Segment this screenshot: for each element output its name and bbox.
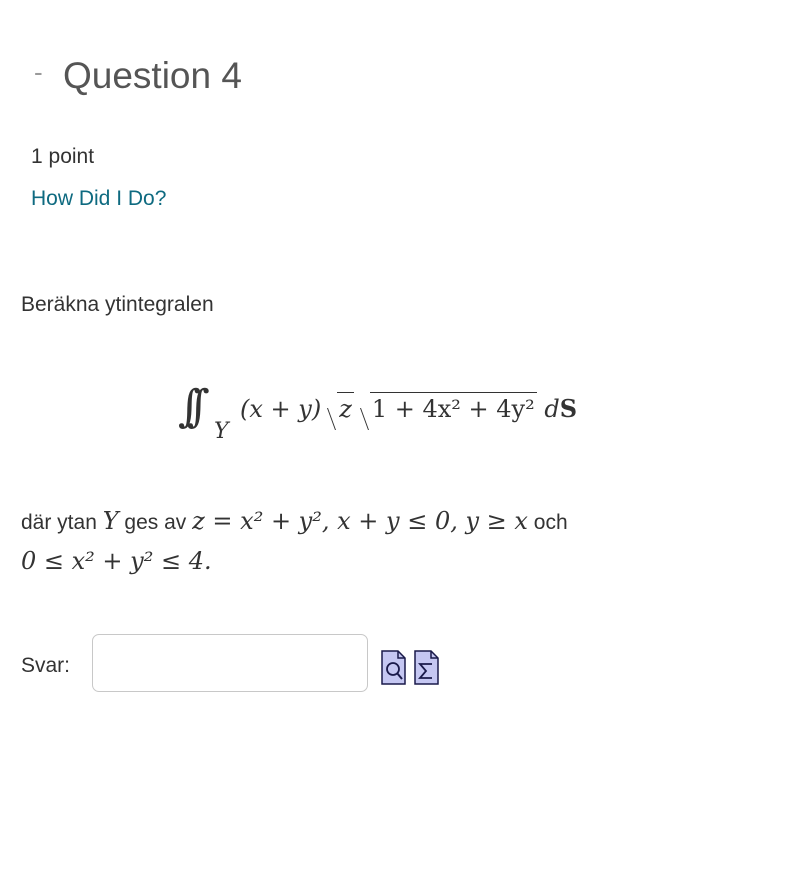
equation-editor-icon[interactable]: [414, 650, 439, 685]
answer-label: Svar:: [21, 654, 71, 677]
condition-mid: ges av: [124, 511, 187, 534]
integral-region: Y: [214, 419, 229, 444]
sqrt-expression: [354, 394, 537, 424]
condition-och: och: [533, 511, 568, 534]
condition-math-2: 0 ≤ x² + y² ≤ 4.: [21, 547, 212, 575]
sqrt-expression-body: 1 + 4x² + 4y²: [370, 392, 537, 423]
preview-icon[interactable]: [381, 650, 406, 685]
collapse-toggle-icon[interactable]: -: [34, 57, 43, 87]
integrand: [240, 394, 577, 424]
how-did-i-do-link[interactable]: How Did I Do?: [31, 187, 167, 210]
double-integral-sign: ∫∫: [178, 381, 196, 432]
condition-math-1: z = x² + y², x + y ≤ 0, y ≥ x: [192, 507, 528, 535]
differential-d: d: [544, 395, 560, 423]
question-points: 1 point: [31, 145, 95, 168]
surface-name: Y: [102, 507, 119, 535]
problem-intro: Beräkna ytintegralen: [21, 293, 214, 316]
surface-condition: [21, 502, 721, 582]
surface-s: S: [559, 394, 578, 423]
condition-prefix: där ytan: [21, 511, 97, 534]
answer-input[interactable]: [92, 634, 368, 692]
question-title: Question 4: [63, 55, 242, 96]
sqrt-z-body: z: [337, 392, 354, 423]
integrand-factor: (x + y): [240, 395, 322, 423]
